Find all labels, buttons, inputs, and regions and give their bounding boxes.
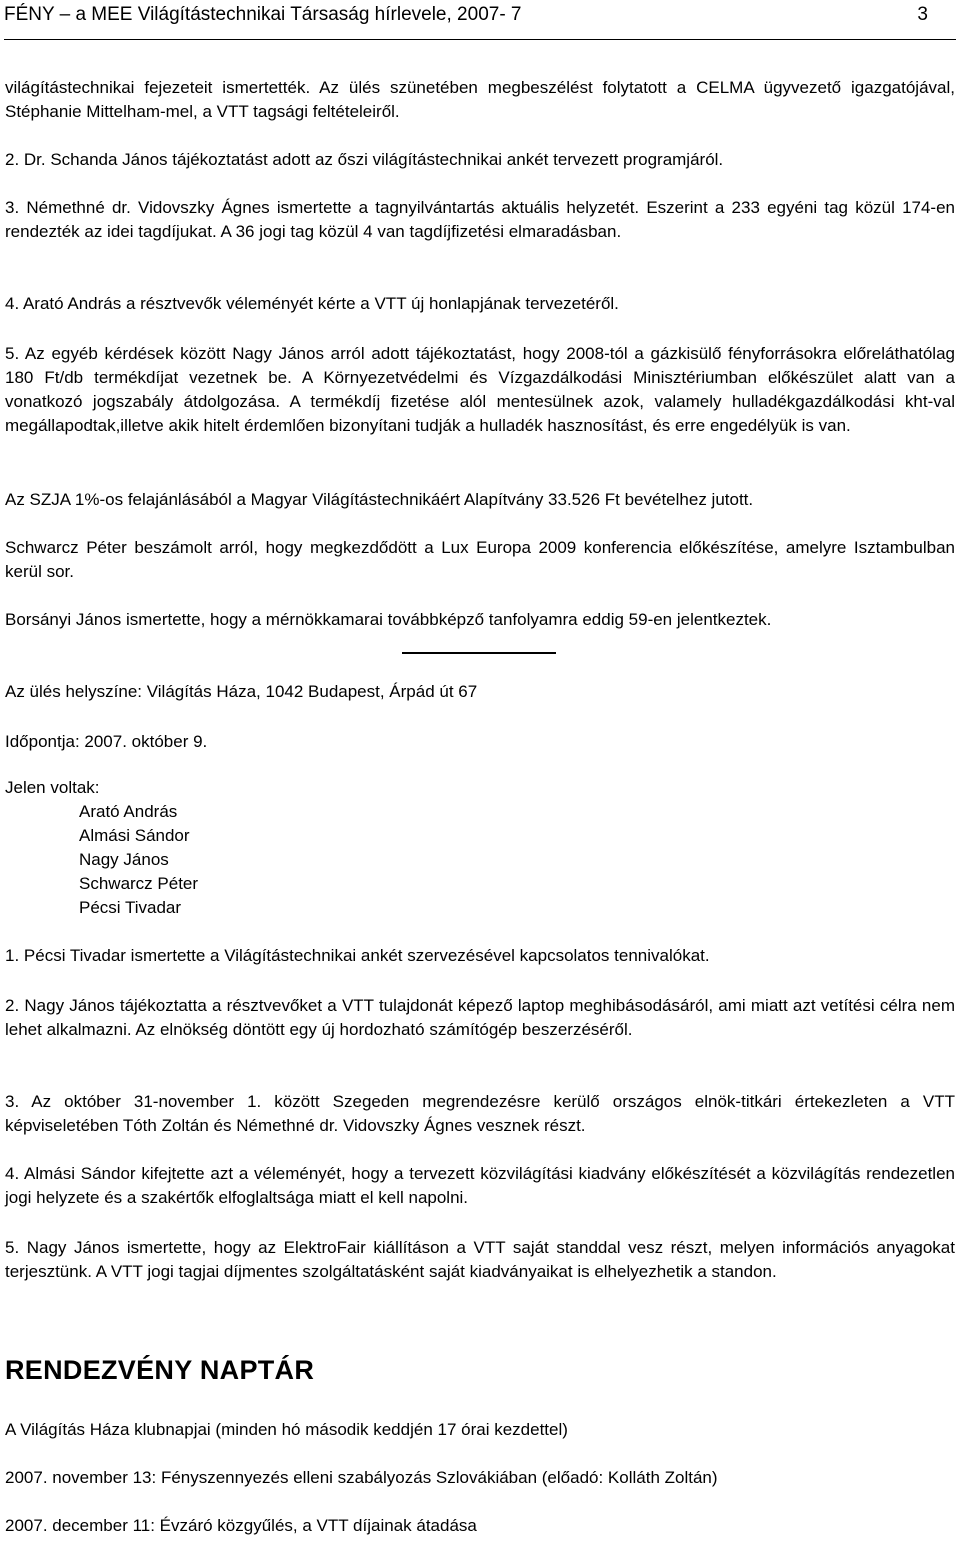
list-item: Pécsi Tivadar bbox=[79, 898, 182, 917]
paragraph-item-3: 3. Némethné dr. Vidovszky Ágnes ismertette a tagnyilvántartás aktuális helyzetét. Eszerint a 233 egyéni tag közül 174-en rendezték az idei tagdíjukat. A 36 jogi tag közül 4 van tagdíjfizetési elmaradásban. bbox=[5, 198, 955, 241]
calendar-heading: RENDEZVÉNY NAPTÁR bbox=[5, 1355, 315, 1385]
agenda-item-5: 5. Nagy János ismertette, hogy az ElektroFair kiállításon a VTT saját standdal vesz részt, melyen információs anyagokat terjesztünk. A VTT jogi tagjai díjmentes szolgáltatásként saját kiadványaikat is elhelyezhetik a standon. bbox=[5, 1238, 955, 1281]
paragraph-lux-europa: Schwarcz Péter beszámolt arról, hogy megkezdődött a Lux Europa 2009 konferencia előkészítése, amelyre Isztambulban kerül sor. bbox=[5, 538, 955, 581]
agenda-item-2: 2. Nagy János tájékoztatta a résztvevőket a VTT tulajdonát képező laptop meghibásodásáról, ami miatt azt vetítési célra nem lehet alkalmazni. Az elnökség döntött egy új hordozható számítógép beszerzéséről. bbox=[5, 996, 955, 1039]
attendee-list bbox=[79, 800, 198, 920]
agenda-item-4: 4. Almási Sándor kifejtette azt a véleményét, hogy a tervezett közvilágítási kiadvány előkészítését a közvilágítás rendezetlen jogi helyzete és a szakértők elfoglaltsága miatt el kell napolni. bbox=[5, 1164, 955, 1207]
header-divider bbox=[4, 39, 956, 40]
paragraph-item-4: 4. Arató András a résztvevők véleményét kérte a VTT új honlapjának tervezetéről. bbox=[5, 294, 619, 313]
list-item: Arató András bbox=[79, 802, 178, 821]
agenda-item-3: 3. Az október 31-november 1. között Szegeden megrendezésre kerülő országos elnök-titkári értekezleten a VTT képviseletében Tóth Zoltán és Némethné dr. Vidovszky Ágnes vesznek részt. bbox=[5, 1092, 955, 1135]
list-item: Schwarcz Péter bbox=[79, 874, 199, 893]
page-number: 3 bbox=[917, 4, 928, 25]
meeting-date: Időpontja: 2007. október 9. bbox=[5, 732, 208, 751]
calendar-event: 2007. december 11: Évzáró közgyűlés, a VTT díjainak átadása bbox=[5, 1516, 477, 1535]
page-header bbox=[4, 4, 956, 32]
calendar-intro: A Világítás Háza klubnapjai (minden hó második keddjén 17 órai kezdettel) bbox=[5, 1420, 568, 1439]
paragraph-item-5: 5. Az egyéb kérdések között Nagy János arról adott tájékoztatást, hogy 2008-tól a gázkisülő fényforrásokra előreláthatólag 180 Ft/db termékdíjat vezetnek be. A Környezetvédelmi és Vízgazdálkodási Minisztériumban előkészület alatt van a vonatkozó jogszabály átdolgozása. A termékdíj fizetése alól mentesülnek azok, valamely hulladékgazdálkodási kht-val megállapodtak,illetve akik hitelt érdemlően bizonyítani tudják a hulladék hasznosítást, és erre engedélyük is van. bbox=[5, 344, 955, 435]
paragraph-item-2: 2. Dr. Schanda János tájékoztatást adott az őszi világítástechnikai ankét tervezett programjáról. bbox=[5, 150, 724, 169]
paragraph-training: Borsányi János ismertette, hogy a mérnökkamarai továbbképző tanfolyamra eddig 59-en jelentkeztek. bbox=[5, 610, 772, 629]
agenda-item-1: 1. Pécsi Tivadar ismertette a Világítástechnikai ankét szervezésével kapcsolatos tennivalókat. bbox=[5, 946, 710, 965]
list-item: Nagy János bbox=[79, 850, 169, 869]
paragraph-celma: világítástechnikai fejezeteit ismertették. Az ülés szünetében megbeszélést folytatott a CELMA ügyvezető igazgatójával, Stéphanie Mittelham-mel, a VTT tagsági feltételeiről. bbox=[5, 78, 955, 121]
present-label: Jelen voltak: bbox=[5, 778, 100, 797]
list-item: Almási Sándor bbox=[79, 826, 190, 845]
paragraph-szja: Az SZJA 1%-os felajánlásából a Magyar Világítástechnikáért Alapítvány 33.526 Ft bevételhez jutott. bbox=[5, 490, 754, 509]
calendar-event: 2007. november 13: Fényszennyezés elleni szabályozás Szlovákiában (előadó: Kolláth Zoltán) bbox=[5, 1468, 718, 1487]
newsletter-title: FÉNY – a MEE Világítástechnikai Társaság hírlevele, 2007- 7 bbox=[4, 4, 522, 25]
section-separator bbox=[402, 652, 556, 654]
meeting-location: Az ülés helyszíne: Világítás Háza, 1042 Budapest, Árpád út 67 bbox=[5, 682, 478, 701]
